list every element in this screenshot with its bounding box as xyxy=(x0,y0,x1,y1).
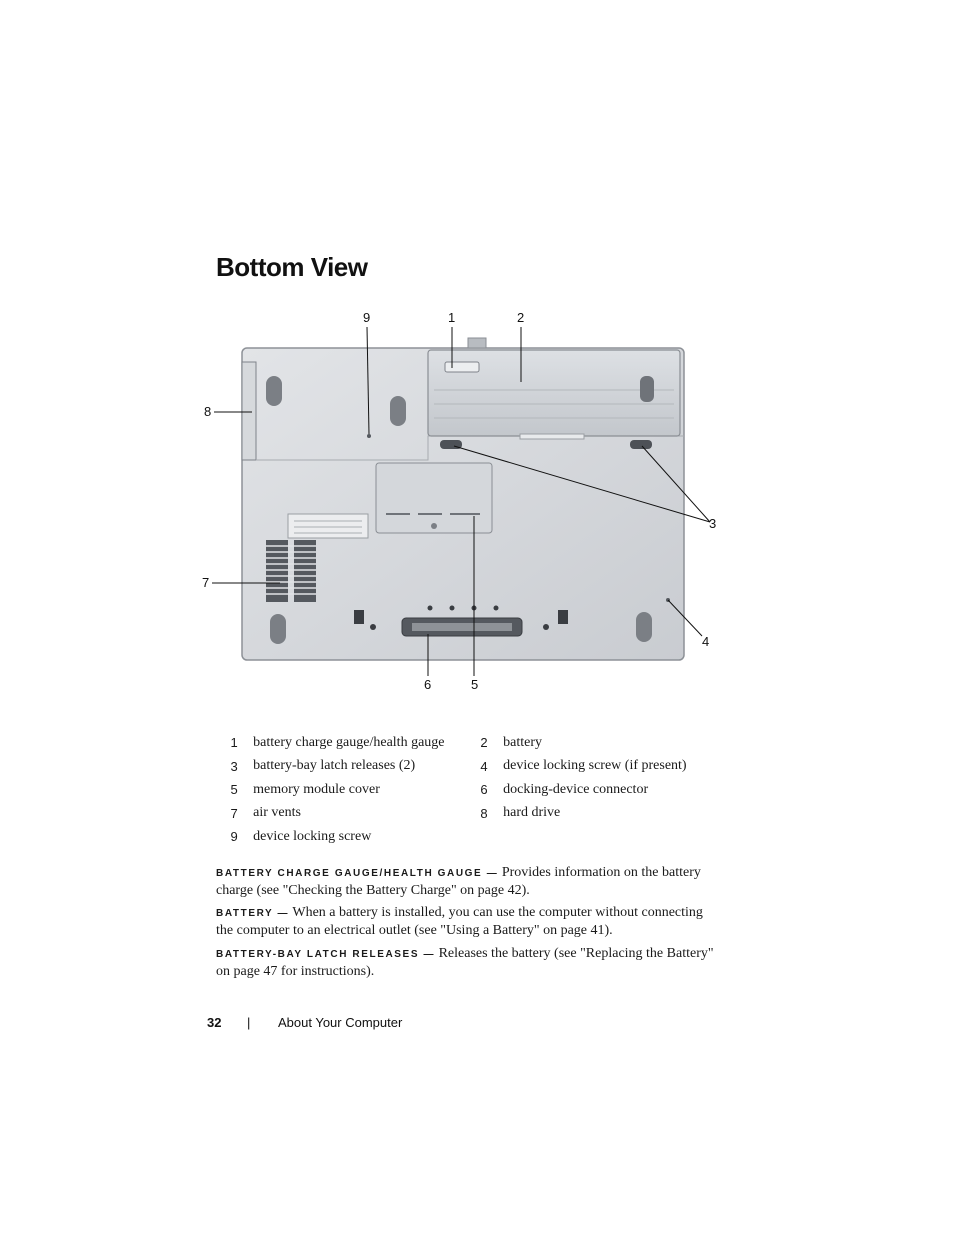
legend-row xyxy=(220,802,720,826)
legend-number xyxy=(470,825,498,849)
legend-label: air vents xyxy=(253,805,301,821)
page-title: Bottom View xyxy=(216,252,368,282)
laptop-bottom-illustration xyxy=(190,300,730,700)
legend-row xyxy=(220,778,720,802)
legend-label xyxy=(498,825,720,849)
legend-label: device locking screw xyxy=(253,828,372,844)
callout-legend-table xyxy=(220,731,720,849)
foot-center xyxy=(390,396,406,426)
callout-3: 3 xyxy=(709,516,717,531)
legend-label: battery xyxy=(503,734,542,750)
foot-bottom-right xyxy=(636,612,652,642)
callout-6: 6 xyxy=(424,677,432,692)
legend-row xyxy=(220,825,720,849)
legend-number: 8 xyxy=(480,805,488,821)
legend-number: 9 xyxy=(230,829,238,845)
callout-9: 9 xyxy=(363,310,371,325)
legend-number: 5 xyxy=(230,782,238,798)
legend-label: battery-bay latch releases (2) xyxy=(253,758,416,774)
footer-separator: | xyxy=(247,1015,251,1030)
latch-right xyxy=(630,440,652,449)
description-battery-bay-latch xyxy=(216,945,716,980)
description-term: BATTERY-BAY LATCH RELEASES — xyxy=(216,949,436,960)
callout-1: 1 xyxy=(448,310,456,325)
callout-7: 7 xyxy=(202,575,210,590)
legend-number: 4 xyxy=(480,758,488,774)
description-text: Provides information on the battery charge (see "Checking the Battery Charge" on page 42). xyxy=(216,865,701,898)
callout-4: 4 xyxy=(702,634,710,649)
memory-module-cover xyxy=(376,463,492,533)
description-battery-charge-gauge xyxy=(216,864,716,899)
description-text: Releases the battery (see "Replacing the Battery" on page 47 for instructions). xyxy=(216,946,714,979)
legend-label: hard drive xyxy=(503,805,561,821)
legend-number: 1 xyxy=(230,735,238,751)
page-number: 32 xyxy=(207,1015,222,1030)
legend-number: 3 xyxy=(230,758,238,774)
legend-label: device locking screw (if present) xyxy=(503,758,687,774)
legend-label: battery charge gauge/health gauge xyxy=(253,734,445,750)
hard-drive xyxy=(242,362,256,460)
description-battery xyxy=(216,904,716,939)
legend-number: 2 xyxy=(480,735,488,751)
label-sticker xyxy=(288,514,368,538)
legend-number: 6 xyxy=(480,782,488,798)
description-term: BATTERY CHARGE GAUGE/HEALTH GAUGE — xyxy=(216,868,499,879)
legend-number: 7 xyxy=(230,805,238,821)
device-locking-screw xyxy=(367,434,371,438)
legend-label: docking-device connector xyxy=(503,781,649,797)
charge-gauge xyxy=(445,362,479,372)
description-term: BATTERY — xyxy=(216,908,290,919)
footer-section-title: About Your Computer xyxy=(278,1015,403,1030)
foot-bottom-left xyxy=(270,614,286,644)
callout-5: 5 xyxy=(471,677,479,692)
callout-8: 8 xyxy=(204,404,212,419)
foot-top-left xyxy=(266,376,282,406)
description-text: When a battery is installed, you can use the computer without connecting the computer to an electrical outlet (see "Using a Battery" on page 41). xyxy=(216,905,703,938)
legend-label: memory module cover xyxy=(253,781,380,797)
legend-row xyxy=(220,731,720,755)
laptop-bottom-figure xyxy=(190,300,730,700)
legend-row xyxy=(220,755,720,779)
callout-2: 2 xyxy=(517,310,525,325)
